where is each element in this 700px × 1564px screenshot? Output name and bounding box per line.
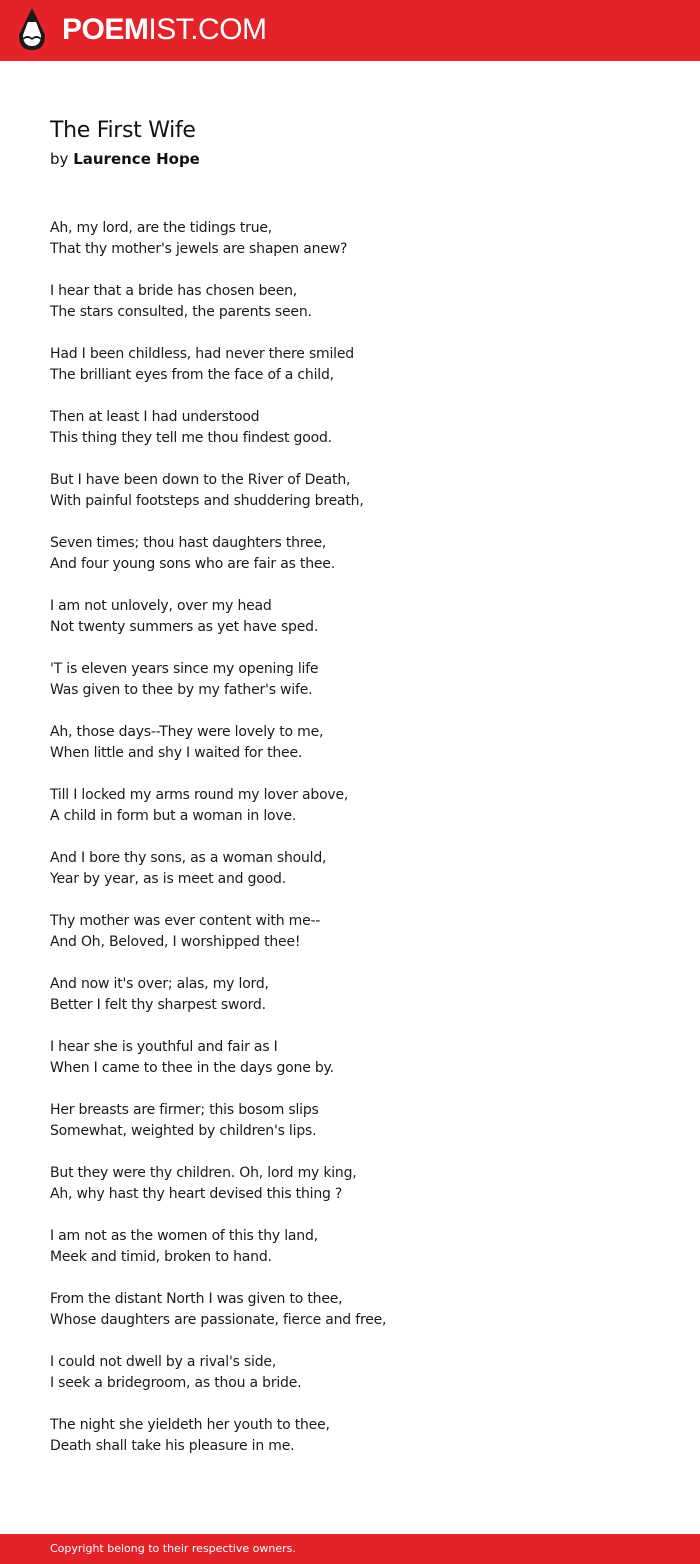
poem-line: A child in form but a woman in love. bbox=[50, 808, 297, 824]
stanza bbox=[50, 1100, 650, 1142]
byline bbox=[50, 149, 200, 169]
stanza bbox=[50, 974, 650, 1016]
poem-line: Somewhat, weighted by children's lips. bbox=[50, 1123, 317, 1139]
stanza bbox=[50, 533, 650, 575]
poem-line: But they were thy children. Oh, lord my king, bbox=[50, 1165, 357, 1181]
poem-body bbox=[50, 218, 650, 1478]
poem-line: With painful footsteps and shuddering breath, bbox=[50, 493, 364, 509]
poem-line: Meek and timid, broken to hand. bbox=[50, 1249, 272, 1265]
poem-line: This thing they tell me thou findest good. bbox=[50, 430, 332, 446]
poem-line: Ah, those days--They were lovely to me, bbox=[50, 724, 324, 740]
poem-line: Her breasts are firmer; this bosom slips bbox=[50, 1102, 319, 1118]
stanza bbox=[50, 848, 650, 890]
poem-line: Till I locked my arms round my lover above, bbox=[50, 787, 349, 803]
stanza bbox=[50, 1226, 650, 1268]
poem-line: The brilliant eyes from the face of a child, bbox=[50, 367, 334, 383]
poem-line: Then at least I had understood bbox=[50, 409, 260, 425]
poem-line: Whose daughters are passionate, fierce and free, bbox=[50, 1312, 387, 1328]
poem-line: Ah, why hast thy heart devised this thing ? bbox=[50, 1186, 343, 1202]
stanza bbox=[50, 911, 650, 953]
stanza bbox=[50, 1415, 650, 1457]
stanza bbox=[50, 218, 650, 260]
poem-line: Had I been childless, had never there smiled bbox=[50, 346, 354, 362]
poem-title: The First Wife bbox=[50, 118, 196, 143]
poem-line: Year by year, as is meet and good. bbox=[50, 871, 286, 887]
stanza bbox=[50, 1163, 650, 1205]
stanza bbox=[50, 596, 650, 638]
brand-bold: POEM bbox=[62, 13, 149, 46]
by-label: by bbox=[50, 150, 69, 168]
stanza bbox=[50, 470, 650, 512]
author-name[interactable]: Laurence Hope bbox=[73, 150, 200, 168]
stanza bbox=[50, 785, 650, 827]
poem-line: And now it's over; alas, my lord, bbox=[50, 976, 269, 992]
poem-line: When I came to thee in the days gone by. bbox=[50, 1060, 334, 1076]
stanza bbox=[50, 1037, 650, 1079]
stanza bbox=[50, 407, 650, 449]
poem-line: Not twenty summers as yet have sped. bbox=[50, 619, 319, 635]
poem-line: Death shall take his pleasure in me. bbox=[50, 1438, 295, 1454]
poem-line: I could not dwell by a rival's side, bbox=[50, 1354, 277, 1370]
poem-line: I am not as the women of this thy land, bbox=[50, 1228, 318, 1244]
poem-line: And I bore thy sons, as a woman should, bbox=[50, 850, 327, 866]
poem-line: The stars consulted, the parents seen. bbox=[50, 304, 312, 320]
poem-line: Better I felt thy sharpest sword. bbox=[50, 997, 266, 1013]
poem-line: I hear she is youthful and fair as I bbox=[50, 1039, 278, 1055]
poem-line: That thy mother's jewels are shapen anew? bbox=[50, 241, 348, 257]
poem-line: Seven times; thou hast daughters three, bbox=[50, 535, 327, 551]
poem-line: Thy mother was ever content with me-- bbox=[50, 913, 321, 929]
stanza bbox=[50, 659, 650, 701]
pencil-tip-icon[interactable] bbox=[17, 8, 47, 52]
stanza bbox=[50, 722, 650, 764]
poem-line: From the distant North I was given to thee, bbox=[50, 1291, 343, 1307]
poem-line: 'T is eleven years since my opening life bbox=[50, 661, 319, 677]
site-logo-text[interactable] bbox=[62, 10, 267, 50]
stanza bbox=[50, 1352, 650, 1394]
stanza bbox=[50, 344, 650, 386]
poem-line: I seek a bridegroom, as thou a bride. bbox=[50, 1375, 302, 1391]
poem-line: And Oh, Beloved, I worshipped thee! bbox=[50, 934, 301, 950]
site-header bbox=[0, 0, 700, 61]
stanza bbox=[50, 1289, 650, 1331]
poem-line: The night she yieldeth her youth to thee, bbox=[50, 1417, 330, 1433]
stanza bbox=[50, 281, 650, 323]
poem-line: I am not unlovely, over my head bbox=[50, 598, 272, 614]
poem-line: And four young sons who are fair as thee. bbox=[50, 556, 335, 572]
brand-light: IST.COM bbox=[148, 13, 267, 46]
site-footer bbox=[0, 1534, 700, 1564]
copyright-text: Copyright belong to their respective owners. bbox=[50, 1542, 296, 1555]
poem-line: Was given to thee by my father's wife. bbox=[50, 682, 313, 698]
poem-line: When little and shy I waited for thee. bbox=[50, 745, 303, 761]
poem-line: But I have been down to the River of Death, bbox=[50, 472, 351, 488]
poem-line: I hear that a bride has chosen been, bbox=[50, 283, 298, 299]
poem-line: Ah, my lord, are the tidings true, bbox=[50, 220, 273, 236]
